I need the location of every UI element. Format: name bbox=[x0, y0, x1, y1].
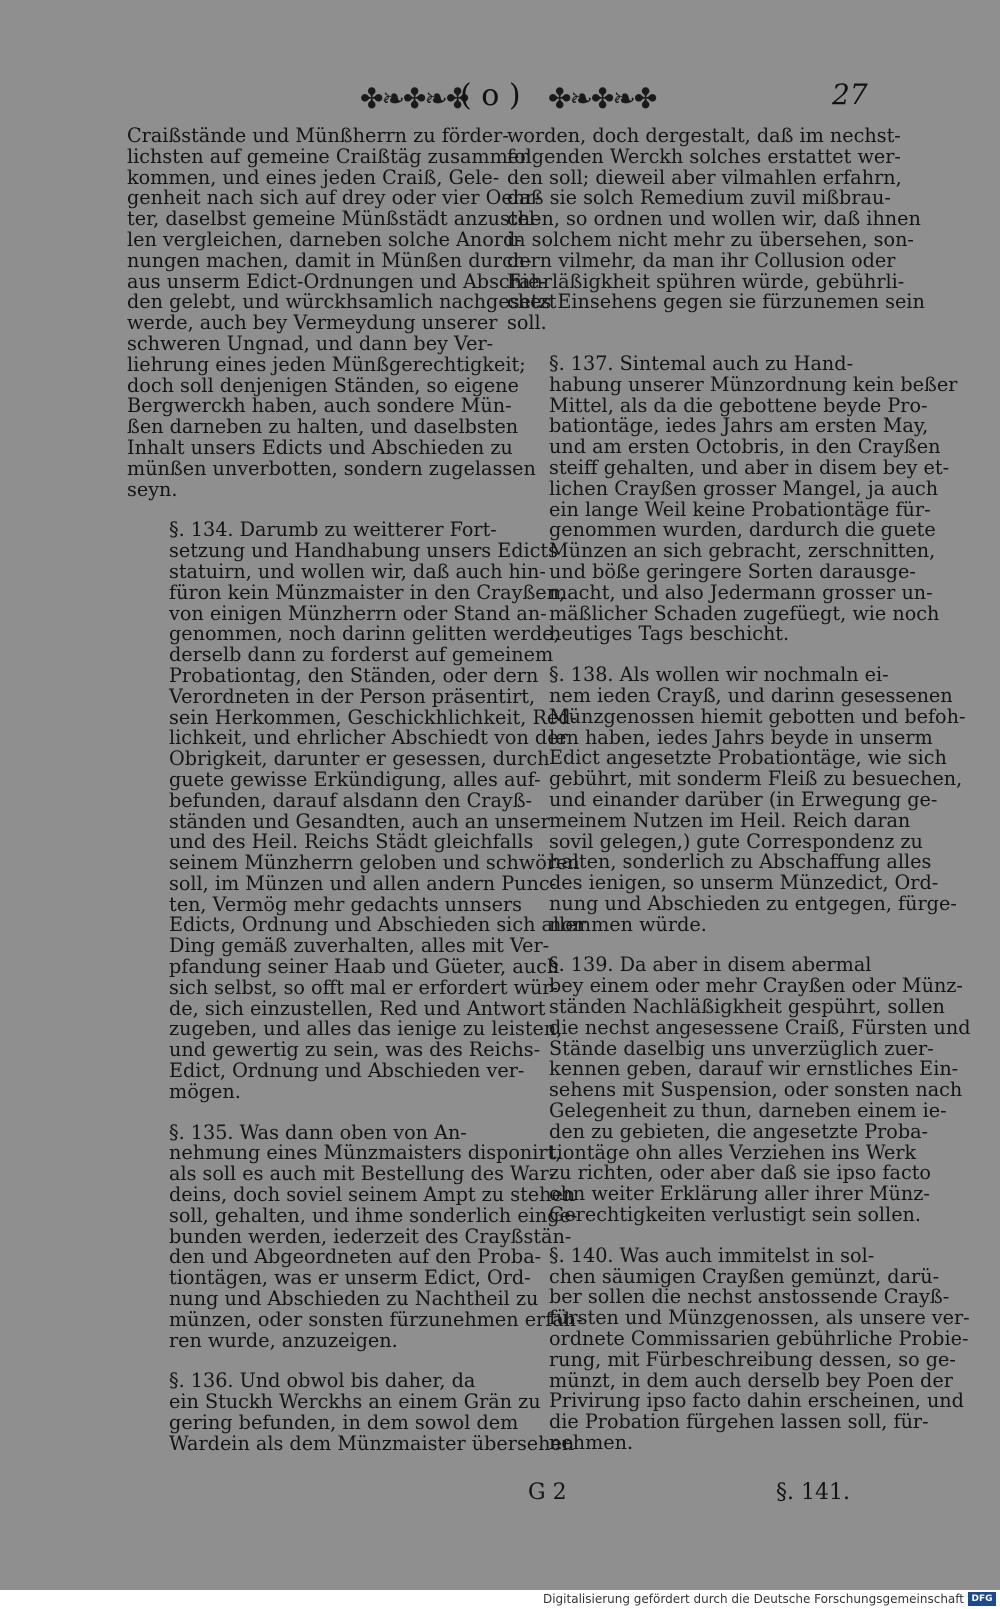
text-line: nung und Abschieden zu Nachtheil zu bbox=[169, 1287, 539, 1311]
text-line: bunden werden, iederzeit des Crayßstän- bbox=[169, 1224, 572, 1248]
text-line: meinem Nutzen im Heil. Reich daran bbox=[549, 808, 911, 832]
text-line: Mittel, als da die gebottene beyde Pro- bbox=[549, 393, 928, 417]
text-line: kommen, und eines jeden Craiß, Gele- bbox=[127, 165, 500, 189]
text-line: bationtäge, iedes Jahrs am ersten May, bbox=[549, 414, 929, 438]
text-line: nungen machen, damit in Münßen durch- bbox=[127, 248, 532, 272]
text-line: ständen und Gesandten, auch an unser bbox=[169, 809, 550, 833]
text-line: münzt, in dem auch derselb bey Poen der bbox=[549, 1368, 953, 1392]
text-line: genommen wurden, dardurch die guete bbox=[549, 518, 936, 542]
text-line: ein lange Weil keine Probationtäge für- bbox=[549, 497, 931, 521]
text-line: lichen Crayßen grosser Mangel, ja auch bbox=[549, 476, 939, 500]
text-line: den und Abgeordneten auf den Proba- bbox=[169, 1245, 542, 1269]
text-line: mäßlicher Schaden zugefüegt, wie noch bbox=[549, 601, 940, 625]
text-line: ßen darneben zu halten, und daselbsten bbox=[127, 415, 519, 439]
text-line: habung unserer Münzordnung kein beßer bbox=[549, 372, 958, 396]
text-line: fürsten und Münzgenossen, als unsere ver- bbox=[549, 1306, 970, 1330]
text-line: kennen geben, darauf wir ernstliches Ein- bbox=[549, 1057, 959, 1081]
text-line: derselb dann zu forderst auf gemeinem bbox=[169, 643, 554, 667]
text-line: seyn. bbox=[127, 477, 178, 501]
text-line: sich selbst, so offt mal er erfordert wür- bbox=[169, 975, 558, 999]
text-line: münzen, oder sonsten fürzunehmen erfah- bbox=[169, 1307, 583, 1331]
text-line: Gelegenheit zu thun, darneben einem ie- bbox=[549, 1099, 947, 1123]
text-line: rung, mit Fürbeschreibung dessen, so ge- bbox=[549, 1347, 956, 1371]
text-line: halten, sonderlich zu Abschaffung alles bbox=[549, 850, 932, 874]
text-line: macht, und also Jedermann grosser un- bbox=[549, 580, 933, 604]
text-line: nung und Abschieden zu entgegen, fürge- bbox=[549, 891, 957, 915]
text-line: genommen, noch darinn gelitten werde, bbox=[169, 622, 560, 646]
text-line: §. 140. Was auch immitelst in sol- bbox=[549, 1243, 875, 1267]
text-line: und am ersten Octobris, in den Crayßen bbox=[549, 435, 941, 459]
text-line: die Probation fürgehen lassen soll, für- bbox=[549, 1410, 929, 1434]
text-line: nem ieden Crayß, und darinn gesessenen bbox=[549, 683, 953, 707]
left-text-column bbox=[127, 124, 586, 1475]
text-line: seinem Münzherrn geloben und schwören bbox=[169, 851, 580, 875]
text-line: §. 137. Sintemal auch zu Hand- bbox=[549, 351, 854, 375]
text-line: statuirn, und wollen wir, daß auch hin- bbox=[169, 559, 546, 583]
text-line: §. 135. Was dann oben von An- bbox=[169, 1120, 467, 1144]
paragraph bbox=[507, 124, 925, 335]
text-line: lichsten auf gemeine Craißtäg zusammen bbox=[127, 144, 532, 168]
text-line: liehrung eines jeden Münßgerechtigkeit; bbox=[127, 352, 526, 376]
text-line: ein Stuckh Werckhs an einem Grän zu bbox=[169, 1390, 541, 1414]
text-line: bey einem oder mehr Crayßen oder Münz- bbox=[549, 974, 963, 998]
text-line: worden, doch dergestalt, daß im nechst- bbox=[507, 124, 901, 147]
text-line: Münzgenossen hiemit gebotten und befoh- bbox=[549, 704, 966, 728]
text-line: Bergwerckh haben, auch sondere Mün- bbox=[127, 394, 512, 418]
text-line: len haben, iedes Jahrs beyde in unserm bbox=[549, 725, 933, 749]
text-line: als soll es auch mit Bestellung des War- bbox=[169, 1162, 556, 1186]
text-line: lichkeit, und ehrlicher Abschiedt von der bbox=[169, 726, 568, 750]
text-line: den zu gebieten, die angesetzte Proba- bbox=[549, 1119, 929, 1143]
text-line: aus unserm Edict-Ordnungen und Abschie- bbox=[127, 269, 547, 293]
paragraph bbox=[127, 1369, 575, 1455]
text-line: chen, so ordnen und wollen wir, daß ihnen bbox=[507, 207, 921, 231]
text-line: gebührt, mit sonderm Fleiß zu besuechen, bbox=[549, 767, 963, 791]
text-line: §. 139. Da aber in disem abermal bbox=[549, 953, 872, 977]
paragraph bbox=[507, 663, 966, 936]
text-line: setzung und Handhabung unsers Edicts bbox=[169, 539, 558, 563]
text-line: ten, Vermög mehr gedachts unnsers bbox=[169, 892, 522, 916]
paragraph bbox=[127, 518, 586, 1103]
text-line: den soll; dieweil aber vilmahlen erfahrn, bbox=[507, 165, 902, 189]
text-line: Gerechtigkeiten verlustigt sein sollen. bbox=[549, 1203, 922, 1227]
text-line: genheit nach sich auf drey oder vier Oehr- bbox=[127, 186, 541, 210]
text-line: Stände daselbig uns unverzüglich zuer- bbox=[549, 1036, 934, 1060]
text-line: tiontäge ohn alles Verziehen ins Werk bbox=[549, 1140, 917, 1164]
right-text-column bbox=[507, 124, 971, 1474]
text-line: guete gewisse Erkündigung, alles auf- bbox=[169, 767, 541, 791]
text-line: ches Einsehens gegen sie fürzunemen sein bbox=[507, 290, 925, 314]
footer-credit: Digitalisierung gefördert durch die Deutsche Forschungsgemeinschaft bbox=[542, 1592, 964, 1606]
text-line: ren wurde, anzuzeigen. bbox=[169, 1328, 398, 1352]
text-line: ber sollen die nechst anstossende Crayß- bbox=[549, 1285, 950, 1309]
text-line: daß sie solch Remedium zuvil mißbrau- bbox=[507, 186, 891, 210]
text-line: in solchem nicht mehr zu übersehen, son- bbox=[507, 227, 914, 251]
text-line: und gewertig zu sein, was des Reichs- bbox=[169, 1038, 541, 1062]
text-line: §. 136. Und obwol bis daher, da bbox=[169, 1369, 476, 1393]
text-line: §. 134. Darumb zu weitterer Fort- bbox=[169, 518, 497, 542]
text-line: dern vilmehr, da man ihr Collusion oder bbox=[507, 248, 896, 272]
text-line: von einigen Münzherrn oder Stand an- bbox=[169, 601, 547, 625]
text-line: ter, daselbst gemeine Münßstädt anzustel- bbox=[127, 207, 542, 231]
text-line: sehens mit Suspension, oder sonsten nach bbox=[549, 1078, 963, 1102]
text-line: und des Heil. Reichs Städt gleichfalls bbox=[169, 830, 534, 854]
text-line: sovil gelegen,) gute Correspondenz zu bbox=[549, 829, 923, 853]
text-line: doch soll denjenigen Ständen, so eigene bbox=[127, 373, 519, 397]
text-line: mögen. bbox=[169, 1079, 241, 1103]
text-line: ständen Nachläßigkheit gespührt, sollen bbox=[549, 995, 945, 1019]
text-line: soll, gehalten, und ihme sonderlich einge- bbox=[169, 1203, 578, 1227]
text-line: schweren Ungnad, und dann bey Ver- bbox=[127, 331, 494, 355]
text-line: Fahrläßigkheit spühren würde, gebührli- bbox=[507, 269, 905, 293]
dfg-logo: DFG bbox=[968, 1592, 996, 1606]
ornament-left: ✤❧✤❧✤ bbox=[360, 82, 468, 115]
text-line: heutiges Tags beschicht. bbox=[549, 622, 790, 646]
text-line: folgenden Werckh solches erstattet wer- bbox=[507, 144, 901, 168]
text-line: Edict angesetzte Probationtäge, wie sich bbox=[549, 746, 947, 770]
text-line: den gelebt, und würckhsamlich nachgesetzt bbox=[127, 290, 557, 314]
text-line: nehmen. bbox=[549, 1431, 634, 1455]
text-line: soll, im Münzen und allen andern Punc- bbox=[169, 871, 557, 895]
ornament-right: ✤❧✤❧✤ bbox=[548, 82, 656, 115]
text-line: Craißstände und Münßherrn zu förder- bbox=[127, 124, 509, 147]
text-line: sein Herkommen, Geschickhlichkeit, Red- bbox=[169, 705, 578, 729]
text-line: §. 138. Als wollen wir nochmaln ei- bbox=[549, 663, 889, 687]
paragraph bbox=[507, 1243, 970, 1455]
text-line: chen säumigen Crayßen gemünzt, darü- bbox=[549, 1264, 940, 1288]
text-line: zu richten, oder aber daß sie ipso facto bbox=[549, 1161, 931, 1185]
text-line: nommen würde. bbox=[549, 912, 707, 936]
text-line: deins, doch soviel seinem Ampt zu stehen bbox=[169, 1183, 576, 1207]
text-line: ordnete Commissarien gebührliche Probie- bbox=[549, 1327, 969, 1351]
paragraph bbox=[127, 124, 557, 501]
text-line: Verordneten in der Person präsentirt, bbox=[169, 684, 536, 708]
text-line: len vergleichen, darneben solche Anord- bbox=[127, 227, 522, 251]
text-line: pfandung seiner Haab und Güeter, auch bbox=[169, 955, 560, 979]
text-line: des ienigen, so unserm Münzedict, Ord- bbox=[549, 871, 939, 895]
text-line: befunden, darauf alsdann den Crayß- bbox=[169, 788, 533, 812]
text-line: die nechst angesessene Craiß, Fürsten und bbox=[549, 1015, 971, 1039]
paragraph bbox=[127, 1120, 583, 1352]
text-line: und böße geringere Sorten darausge- bbox=[549, 559, 916, 583]
catchword: §. 141. bbox=[776, 1480, 850, 1505]
text-line: Münzen an sich gebracht, zerschnitten, bbox=[549, 539, 936, 563]
text-line: de, sich einzustellen, Red und Antwort bbox=[169, 996, 546, 1020]
text-line: Wardein als dem Münzmaister übersehen bbox=[169, 1431, 575, 1455]
text-line: Edicts, Ordnung und Abschieden sich aller bbox=[169, 913, 586, 937]
page-header bbox=[0, 72, 1000, 122]
text-line: füron kein Münzmaister in den Crayßen, bbox=[169, 580, 566, 604]
text-line: soll. bbox=[507, 311, 547, 335]
folio-number: 27 bbox=[832, 78, 868, 111]
text-line: Privirung ipso facto dahin erscheinen, und bbox=[549, 1389, 964, 1413]
text-line: nehmung eines Münzmaisters disponirt, bbox=[169, 1141, 562, 1165]
text-line: gering befunden, in dem sowol dem bbox=[169, 1411, 519, 1435]
text-line: Ding gemäß zuverhalten, alles mit Ver- bbox=[169, 934, 550, 958]
text-line: Edict, Ordnung und Abschieden ver- bbox=[169, 1059, 525, 1083]
text-line: Probationtag, den Ständen, oder dern bbox=[169, 663, 539, 687]
text-line: Inhalt unsers Edicts und Abschieden zu bbox=[127, 435, 513, 459]
signature-mark: G 2 bbox=[528, 1480, 567, 1505]
paragraph bbox=[507, 351, 958, 646]
text-line: ohn weiter Erklärung aller ihrer Münz- bbox=[549, 1182, 930, 1206]
footer-bar bbox=[0, 1590, 1000, 1609]
text-line: Obrigkeit, darunter er gesessen, durch bbox=[169, 747, 550, 771]
text-line: und einander darüber (in Erwegung ge- bbox=[549, 787, 938, 811]
text-line: steiff gehalten, und aber in disem bey et- bbox=[549, 455, 950, 479]
text-line: zugeben, und alles das ienige zu leisten, bbox=[169, 1017, 563, 1041]
text-line: werde, auch bey Vermeydung unserer bbox=[127, 311, 498, 335]
paragraph bbox=[507, 953, 971, 1227]
text-line: münßen unverbotten, sondern zugelassen bbox=[127, 456, 536, 480]
page-marker: ( o ) bbox=[460, 78, 521, 113]
text-line: tiontägen, was er unserm Edict, Ord- bbox=[169, 1266, 531, 1290]
